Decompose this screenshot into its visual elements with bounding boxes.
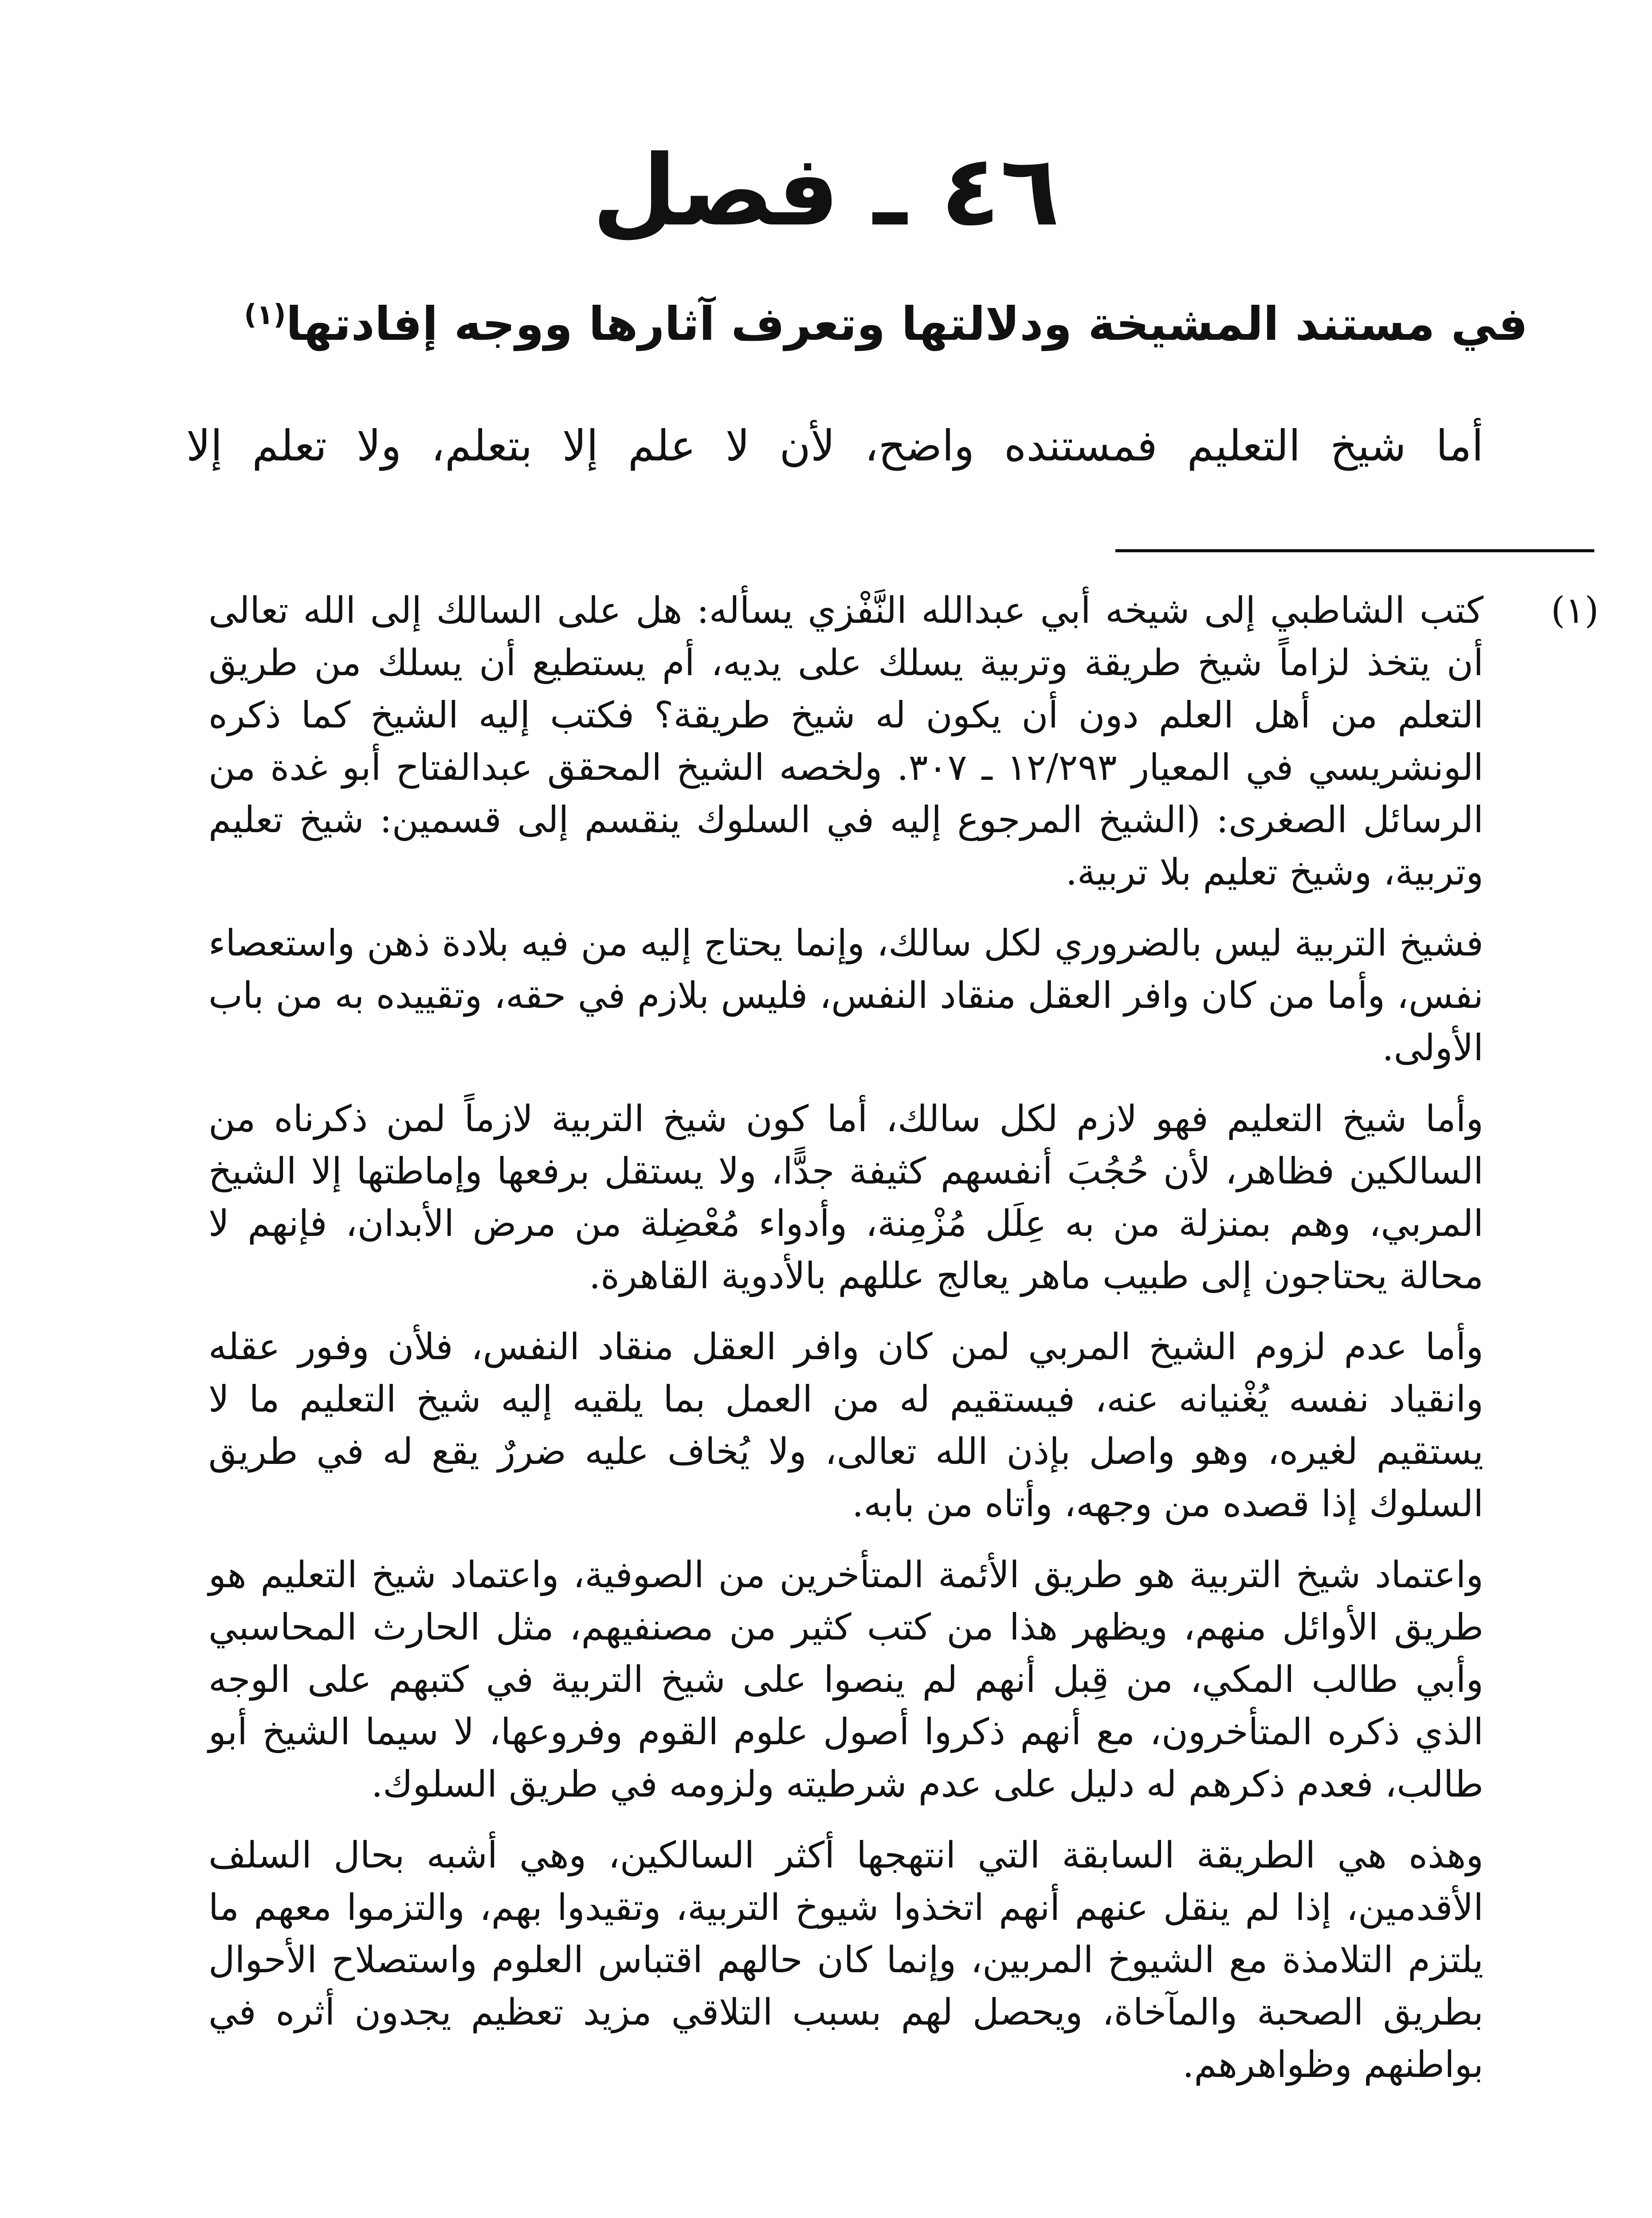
footnote-marker: (١) [1550,590,1599,632]
chapter-title-text: في مستند المشيخة ودلالتها وتعرف آثارها ووجه إفادتها [286,297,1528,351]
footnote-block [208,585,1483,2110]
chapter-title [124,284,1528,364]
footnote-reference: (١) [244,298,286,331]
footnote-paragraph: واعتماد شيخ التربية هو طريق الأئمة المتأخرين من الصوفية، واعتماد شيخ التعليم هو طريق الأوائل منهم، ويظهر هذا من كتب كثير من مصنفيهم، مثل الحارث المحاسبي وأبي طالب المكي، من قِبل أنهم لم ينصوا على شيخ التربية في كتبهم على الوجه الذي ذكره المتأخرون، مع أنهم ذكروا أصول علوم القوم وفروعها، لا سيما الشيخ أبو طالب، فعدم ذكرهم له دليل على عدم شرطيته ولزومه في طريق السلوك. [208,1554,1483,1805]
footnote-separator [1115,549,1594,552]
footnote-paragraph: كتب الشاطبي إلى شيخه أبي عبدالله النَّفْزي يسأله: هل على السالك إلى الله تعالى أن يتخذ لزاماً شيخ طريقة وتربية يسلك على يديه، أم يستطيع أن يسلك من طريق التعلم من أهل العلم دون أن يكون له شيخ طريقة؟ فكتب إليه الشيخ كما ذكره الونشريسي في المعيار ١٢/٢٩٣ ـ ٣٠٧. ولخصه الشيخ المحقق عبدالفتاح أبو غدة من الرسائل الصغرى: (الشيخ المرجوع إليه في السلوك ينقسم إلى قسمين: شيخ تعليم وتربية، وشيخ تعليم بلا تربية. [208,590,1484,893]
footnote-paragraph: فشيخ التربية ليس بالضروري لكل سالك، وإنما يحتاج إليه من فيه بلادة ذهن واستعصاء نفس، وأما من كان وافر العقل منقاد النفس، فليس بلازم في حقه، وتقييده به من باب الأولى. [208,922,1483,1069]
chapter-heading: ٤٦ ـ فصل [592,134,1060,248]
footnote-paragraph: وأما شيخ التعليم فهو لازم لكل سالك، أما كون شيخ التربية لازماً لمن ذكرناه من السالكين فظاهر، لأن حُجُبَ أنفسهم كثيفة جدًّا، ولا يستقل برفعها وإماطتها إلا الشيخ المربي، وهم بمنزلة من به عِلَل مُزْمِنة، وأدواء مُعْضِلة من مرض الأبدان، فإنهم لا محالة يحتاجون إلى طبيب ماهر يعالج عللهم بالأدوية القاهرة. [208,1098,1483,1297]
body-paragraph: أما شيخ التعليم فمستنده واضح، لأن لا علم إلا بتعلم، ولا تعلم إلا [186,421,1483,471]
footnote-paragraph: وهذه هي الطريقة السابقة التي انتهجها أكثر السالكين، وهي أشبه بحال السلف الأقدمين، إذا لم ينقل عنهم أنهم اتخذوا شيوخ التربية، وتقيدوا بهم، والتزموا معهم ما يلتزم التلامذة مع الشيوخ المربين، وإنما كان حالهم اقتباس العلوم واستصلاح الأحوال بطريق الصحبة والمآخاة، ويحصل لهم بسبب التلاقي مزيد تعظيم يجدون أثره في بواطنهم وظواهرهم. [208,1834,1483,2086]
footnote-paragraph: وأما عدم لزوم الشيخ المربي لمن كان وافر العقل منقاد النفس، فلأن وفور عقله وانقياد نفسه يُغْنيانه عنه، فيستقيم له من العمل بما يلقيه إليه شيخ التعليم ما لا يستقيم لغيره، وهو واصل بإذن الله تعالى، ولا يُخاف عليه ضررٌ يقع له في طريق السلوك إذا قصده من وجهه، وأتاه من بابه. [208,1326,1483,1525]
